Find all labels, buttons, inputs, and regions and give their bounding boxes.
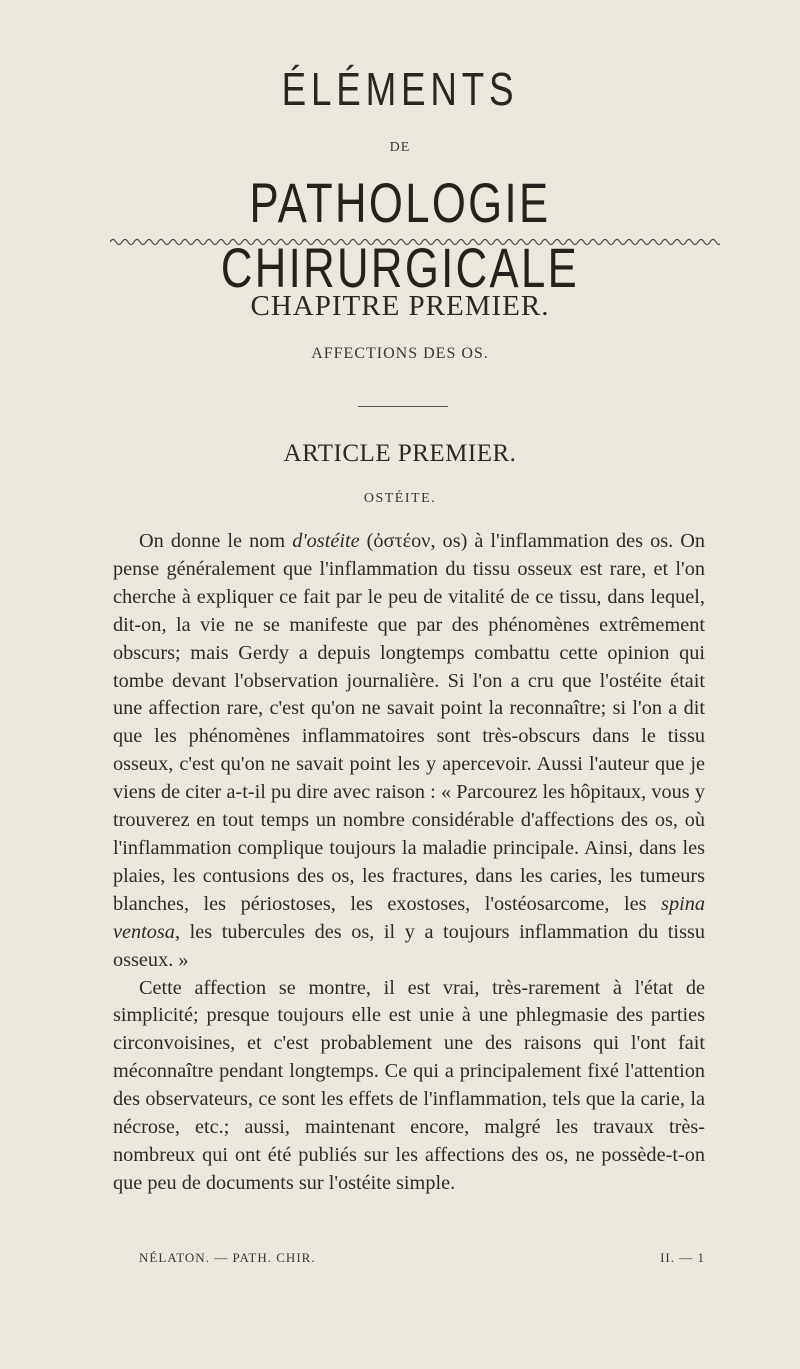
footer-sheet-number: II. — 1: [660, 1250, 705, 1265]
body-text: [113, 528, 705, 1198]
ornamental-wave-divider: [110, 236, 720, 248]
book-title: ÉLÉMENTS: [281, 63, 519, 115]
p1-term-latin: spina ventosa: [113, 892, 705, 943]
section-title: AFFECTIONS DES OS.: [311, 345, 489, 362]
article-title: ARTICLE PREMIER.: [283, 440, 517, 467]
p1-text-b: (ὀστέον, os) à l'inflammation des os. On pense généralement que l'inflammation du tissu osseux est rare, et l'on cherche à expliquer ce fait par le peu de vitalité de ce tissu, dans lequel, dit-on, la vie ne se manifeste que par des phénomènes extrêmement obscurs; mais Gerdy a depuis longtemps combattu cette opinion qui tombe devant l'observation journalière. Si l'on a cru que l'ostéite était une affection rare, c'est qu'on ne savait point la reconnaître; si l'on a dit que les phénomènes inflammatoires sont très-obscurs dans le tissu osseux, c'est qu'on ne savait point les y apercevoir. Aussi l'auteur que je viens de citer a-t-il pu dire avec raison : « Parcourez les hôpitaux, vous y trouverez en tout temps un nombre considérable d'affections des os, où l'inflammation complique toujours la maladie principale. Ainsi, dans les plaies, les contusions des os, les fractures, dans les caries, les tumeurs blanches, les périostoses, les exostoses, l'ostéosarcome, les: [113, 530, 706, 915]
book-subtitle: PATHOLOGIE CHIRURGICALE: [220, 171, 580, 299]
title-connector: DE: [389, 140, 411, 155]
p1-term: d'ostéite: [292, 530, 360, 552]
divider-rule: [358, 406, 448, 407]
chapter-title: CHAPITRE PREMIER.: [250, 290, 550, 322]
footer-signature: NÉLATON. — PATH. CHIR.: [139, 1250, 316, 1265]
article-heading: OSTÉITE.: [363, 491, 437, 506]
page-footer: [113, 1250, 705, 1270]
paragraph-1: [113, 528, 705, 975]
p1-text-c: , les tubercules des os, il y a toujours inflammation du tissu osseux. »: [113, 920, 705, 971]
p1-text-a: On donne le nom: [139, 530, 293, 552]
paragraph-2: Cette affection se montre, il est vrai, très-rarement à l'état de simplicité; presque toujours elle est unie à une phlegmasie des parties circonvoisines, et c'est probablement une des raisons qui l'ont fait méconnaître pendant longtemps. Ce qui a principalement fixé l'attention des observateurs, ce sont les effets de l'inflammation, tels que la carie, la nécrose, etc.; aussi, maintenant encore, malgré les travaux très-nombreux qui ont été publiés sur les affections des os, ne possède-t-on que peu de documents sur l'ostéite simple.: [113, 976, 705, 1194]
